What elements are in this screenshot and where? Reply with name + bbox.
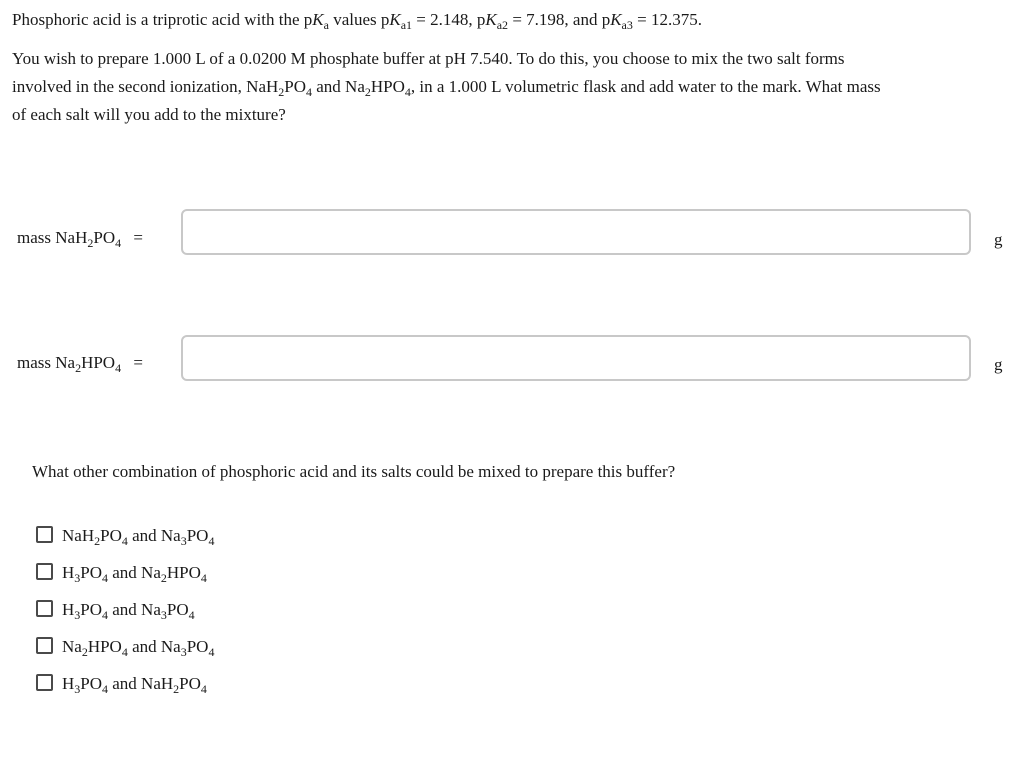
option-checkbox-2[interactable] (36, 563, 53, 580)
option-checkbox-3[interactable] (36, 600, 53, 617)
mass-nah2po4-label: mass $NaH_2PO_4$ = (17, 228, 143, 250)
combination-question: What other combination of phosphoric acid and its salts could be mixed to prepare this buffer? (32, 462, 676, 481)
option-label-1[interactable]: $NaH_2PO_4$ and $Na_3PO_4$ (62, 526, 215, 548)
option-checkbox-1[interactable] (36, 526, 53, 543)
option-label-4[interactable]: $Na_2HPO_4$ and $Na_3PO_4$ (62, 637, 215, 659)
mass-na2hpo4-unit: g (994, 355, 1003, 374)
option-label-3[interactable]: $H_3PO_4$ and $Na_3PO_4$ (62, 600, 195, 622)
question-line-2: involved in the second ionization, $NaH_2PO_4$ and $Na_2HPO_4$, in a 1.000 L volumetric flask and add water to the mark. What mass (12, 77, 881, 99)
question-paragraph (12, 45, 1012, 129)
option-checkbox-5[interactable] (36, 674, 53, 691)
mass-na2hpo4-label: mass $Na_2HPO_4$ = (17, 353, 143, 375)
mass-nah2po4-unit: g (994, 230, 1003, 249)
option-checkbox-4[interactable] (36, 637, 53, 654)
option-label-5[interactable]: $H_3PO_4$ and $NaH_2PO_4$ (62, 674, 207, 696)
question-line-1: You wish to prepare 1.000 L of a 0.0200 M phosphate buffer at pH 7.540. To do this, you choose to mix the two salt forms (12, 49, 845, 68)
mass-nah2po4-input[interactable] (181, 209, 971, 255)
option-label-2[interactable]: $H_3PO_4$ and $Na_2HPO_4$ (62, 563, 207, 585)
intro-text: Phosphoric acid is a triprotic acid with the $pK_a$ values $pK_{a1} = 2.148$, $pK_{a2} = 7.198$, and $pK_{a3} = 12.375$. (12, 10, 702, 32)
mass-na2hpo4-input[interactable] (181, 335, 971, 381)
question-line-3: of each salt will you add to the mixture? (12, 105, 286, 124)
